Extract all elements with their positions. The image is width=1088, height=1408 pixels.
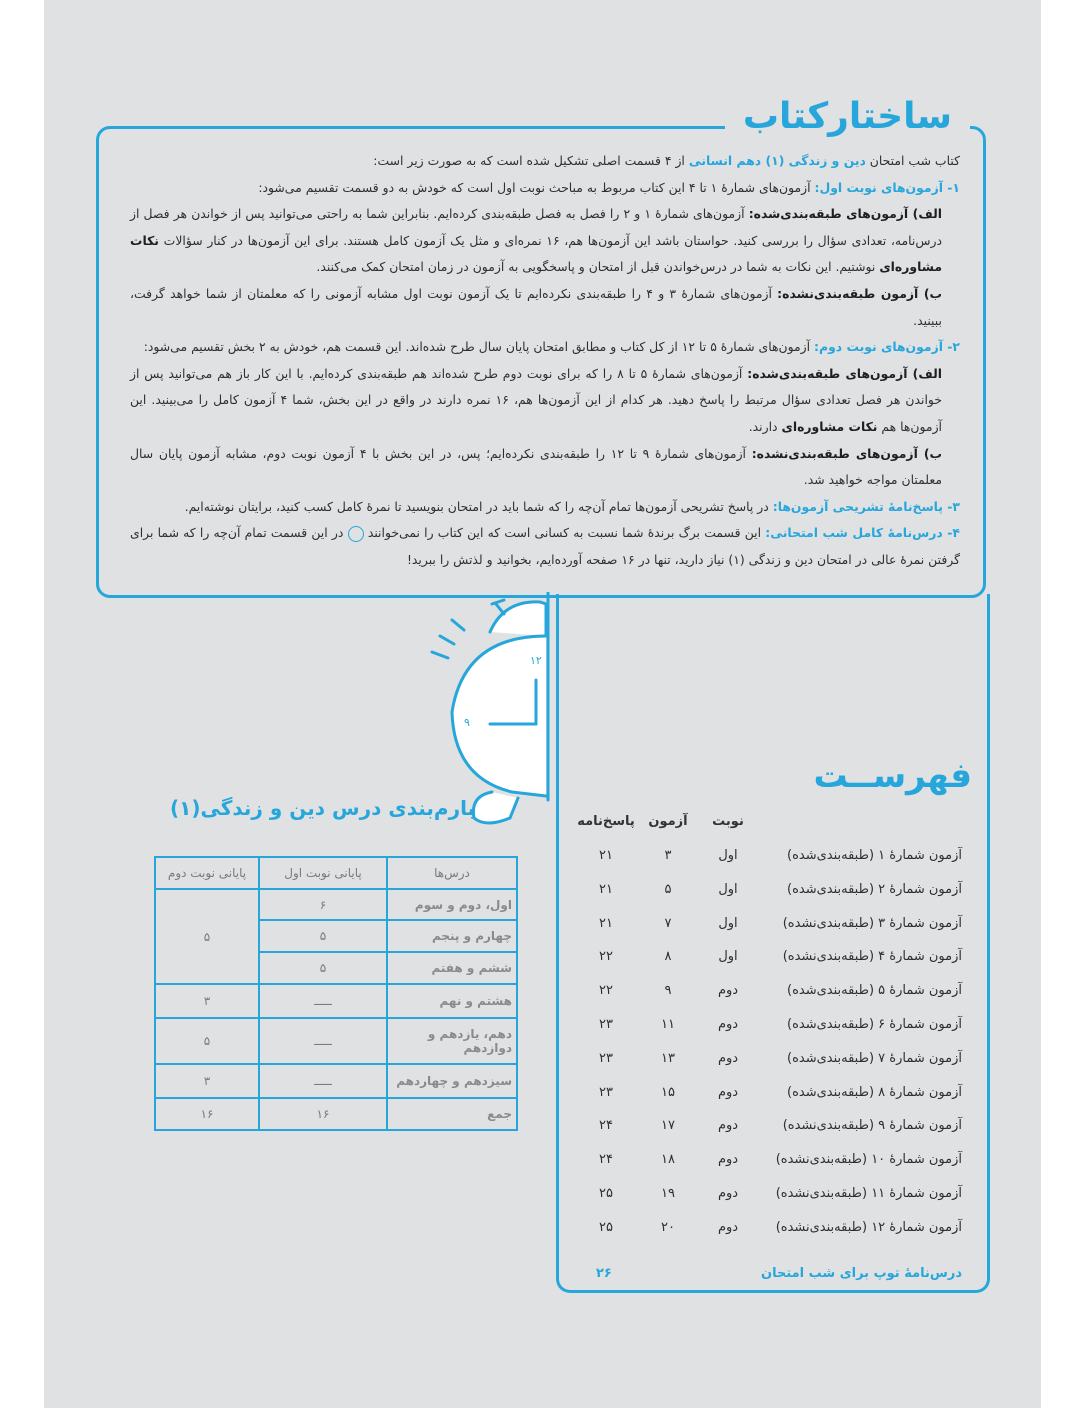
section-3 bbox=[130, 494, 960, 521]
section-4-title: ۴- درس‌نامهٔ کامل شب امتحانی: bbox=[765, 525, 960, 541]
grading-second: ۳ bbox=[155, 1064, 259, 1098]
grading-row bbox=[155, 1018, 517, 1064]
grading-header-second: پایانی نوبت دوم bbox=[155, 857, 259, 889]
section-3-title: ۳- پاسخ‌نامهٔ تشریحی آزمون‌ها: bbox=[772, 498, 960, 514]
intro-paragraph bbox=[130, 148, 960, 175]
grading-row bbox=[155, 984, 517, 1018]
toc-row-azmun: ۳ bbox=[664, 848, 672, 863]
toc-row-title: آزمون شمارهٔ ۱۰ (طبقه‌بندی‌نشده) bbox=[775, 1152, 962, 1168]
section-3-text: در پاسخ تشریحی آزمون‌ها تمام آن‌چه را که شما باید در امتحان بنویسید تا نمرهٔ کامل کسب کنید، برایتان نوشته‌ایم. bbox=[184, 498, 773, 514]
section-2 bbox=[130, 334, 960, 361]
grading-total-second: ۱۶ bbox=[155, 1098, 259, 1130]
toc-row-nobat: دوم bbox=[717, 1186, 739, 1201]
grading-header-first: پایانی نوبت اول bbox=[259, 857, 387, 889]
toc-row-pasokh: ۲۱ bbox=[599, 881, 613, 897]
toc-row-nobat: اول bbox=[718, 915, 738, 931]
toc-row-pasokh: ۲۳ bbox=[599, 1017, 613, 1032]
toc-row-title: آزمون شمارهٔ ۷ (طبقه‌بندی‌شده) bbox=[787, 1050, 962, 1066]
grading-lesson: دهم، یازدهم و دوازدهم bbox=[387, 1018, 517, 1064]
toc-row-nobat: دوم bbox=[717, 1118, 739, 1134]
toc-row-pasokh: ۲۲ bbox=[599, 949, 613, 965]
grading-total-row bbox=[155, 1098, 517, 1130]
section-1a-advice: نکات مشاوره‌ای bbox=[130, 232, 942, 275]
clock-number-12: ۱۲ bbox=[530, 654, 542, 667]
section-1a-text: آزمون‌های شمارهٔ ۱ و ۲ را فصل به فصل طبقه‌بندی کرده‌ایم. بنابراین شما به راحتی می‌توانید پس از خواندن هر فصل از درس‌نامه، تعدادی سؤال را بررسی کنید. حواستان باشد این آزمون‌ها هم، ۱۶ نمره‌ای و مثل یک آزمون کامل هستند. برای این آزمون‌ها در کنار سؤالات bbox=[130, 206, 942, 248]
section-1-text: آزمون‌های شمارهٔ ۱ تا ۴ این کتاب مربوط به مباحث نوبت اول است که خودش به دو قسمت تقسیم می‌شود: bbox=[258, 179, 815, 195]
grading-first: ۵ bbox=[259, 920, 387, 952]
section-4 bbox=[130, 520, 960, 573]
toc-row-nobat: دوم bbox=[717, 1152, 739, 1168]
toc-row-title: آزمون شمارهٔ ۴ (طبقه‌بندی‌نشده) bbox=[782, 949, 962, 965]
grading-second: ۳ bbox=[155, 984, 259, 1018]
toc-row-pasokh: ۲۳ bbox=[599, 1050, 613, 1066]
section-4-text: این قسمت برگ برندهٔ شما نسبت به کسانی است که این کتاب را نمی‌خوانند bbox=[363, 525, 766, 541]
toc-row-azmun: ۲۰ bbox=[661, 1219, 675, 1235]
toc-row-nobat: دوم bbox=[717, 1017, 739, 1032]
toc-row-title: آزمون شمارهٔ ۱ (طبقه‌بندی‌شده) bbox=[787, 848, 962, 863]
toc-row-pasokh: ۲۲ bbox=[599, 983, 613, 999]
grading-lesson: سیزدهم و چهاردهم bbox=[387, 1064, 517, 1098]
toc-row-pasokh: ۲۱ bbox=[599, 848, 613, 863]
grading-second: ۵ bbox=[155, 1018, 259, 1064]
grading-total-label: جمع bbox=[387, 1098, 517, 1130]
grading-lesson: ششم و هفتم bbox=[387, 952, 517, 984]
toc-header-azmun: آزمون bbox=[648, 814, 688, 829]
toc-row-pasokh: ۲۵ bbox=[599, 1219, 613, 1235]
section-2b bbox=[130, 441, 960, 494]
toc-row-azmun: ۱۵ bbox=[661, 1084, 675, 1100]
toc-row-azmun: ۱۳ bbox=[661, 1050, 675, 1066]
toc-row-pasokh: ۲۴ bbox=[599, 1118, 613, 1134]
structure-title: ساختارکتاب bbox=[725, 96, 970, 137]
grading-row bbox=[155, 1064, 517, 1098]
toc-header-nobat: نوبت bbox=[712, 814, 744, 829]
section-2a-title: الف) آزمون‌های طبقه‌بندی‌شده: bbox=[747, 365, 942, 381]
toc-row-azmun: ۵ bbox=[664, 881, 672, 897]
toc-title: فهرســت bbox=[813, 756, 972, 796]
toc-row[interactable] bbox=[0, 1186, 1088, 1210]
section-2a-advice: نکات مشاوره‌ای bbox=[781, 418, 878, 434]
grading-lesson: چهارم و پنجم bbox=[387, 920, 517, 952]
toc-header-row bbox=[0, 814, 1088, 838]
toc-row-nobat: اول bbox=[718, 881, 738, 897]
grading-header-row bbox=[155, 857, 517, 889]
toc-row-nobat: اول bbox=[718, 848, 738, 863]
section-1b-text: آزمون‌های شمارهٔ ۳ و ۴ را طبقه‌بندی نکرده‌ایم تا یک آزمون نوبت اول مشابه آزمونی را که معلمتان از شما خواهد گرفت، ببینید. bbox=[130, 285, 942, 328]
toc-row-nobat: دوم bbox=[717, 1050, 739, 1066]
toc-row-title: آزمون شمارهٔ ۱۱ (طبقه‌بندی‌نشده) bbox=[775, 1186, 962, 1201]
grading-first: ـــــ bbox=[259, 1018, 387, 1064]
toc-row-nobat: دوم bbox=[717, 1219, 739, 1235]
toc-row-title: آزمون شمارهٔ ۱۲ (طبقه‌بندی‌نشده) bbox=[775, 1219, 962, 1235]
grading-first: ـــــ bbox=[259, 1064, 387, 1098]
section-1a-title: الف) آزمون‌های طبقه‌بندی‌شده: bbox=[748, 206, 942, 222]
toc-row-azmun: ۱۱ bbox=[661, 1017, 675, 1032]
toc-row-azmun: ۱۷ bbox=[661, 1118, 675, 1134]
toc-row-title: آزمون شمارهٔ ۶ (طبقه‌بندی‌شده) bbox=[787, 1017, 962, 1032]
section-2b-text: آزمون‌های شمارهٔ ۹ تا ۱۲ را طبقه‌بندی نکرده‌ایم؛ پس، در این بخش با ۴ آزمون نوبت دوم، مشابه آزمون پایان سال معلمتان مواجه خواهید شد. bbox=[130, 445, 942, 488]
toc-row-nobat: دوم bbox=[717, 983, 739, 999]
toc-row[interactable] bbox=[0, 1152, 1088, 1176]
section-1a bbox=[130, 201, 960, 281]
grading-second-merged: ۵ bbox=[155, 889, 259, 984]
grading-table bbox=[154, 856, 518, 1131]
toc-row-azmun: ۷ bbox=[664, 915, 672, 931]
structure-body bbox=[130, 148, 960, 574]
toc-row-title: آزمون شمارهٔ ۹ (طبقه‌بندی‌نشده) bbox=[782, 1118, 962, 1134]
toc-row-pasokh: ۲۱ bbox=[599, 915, 613, 931]
section-2a-text-end: دارند. bbox=[748, 418, 782, 434]
intro-text-end: از ۴ قسمت اصلی تشکیل شده است که به صورت زیر است: bbox=[373, 153, 689, 168]
toc-footer-page: ۲۶ bbox=[596, 1266, 612, 1281]
section-1-title: ۱- آزمون‌های نوبت اول: bbox=[814, 179, 960, 195]
section-1b bbox=[130, 281, 960, 334]
crescent-icon bbox=[348, 526, 364, 542]
toc-row-azmun: ۸ bbox=[664, 949, 672, 965]
toc-row-title: آزمون شمارهٔ ۳ (طبقه‌بندی‌نشده) bbox=[782, 915, 962, 931]
section-1b-title: ب) آزمون طبقه‌بندی‌نشده: bbox=[777, 285, 942, 301]
section-2a-text: آزمون‌های شمارهٔ ۵ تا ۸ را که برای نوبت دوم طرح شده‌اند هم طبقه‌بندی کرده‌ایم. با این کار باز هم می‌توانید پس از خواندن هر فصل تعدادی سؤال مرتبط را پاسخ دهید. هر کدام از این آزمون‌ها هم، ۱۶ نمره دارند در واقع در این بخش، شما ۴ آزمون کامل را می‌بینید. این آزمون‌ها هم bbox=[130, 365, 942, 434]
section-2b-title: ب) آزمون‌های طبقه‌بندی‌نشده: bbox=[751, 445, 942, 461]
intro-text: کتاب شب امتحان bbox=[865, 153, 960, 168]
grading-total-first: ۱۶ bbox=[259, 1098, 387, 1130]
toc-row-nobat: دوم bbox=[717, 1084, 739, 1100]
toc-row-azmun: ۹ bbox=[664, 983, 672, 999]
grading-first: ۵ bbox=[259, 952, 387, 984]
toc-row[interactable] bbox=[0, 1220, 1088, 1244]
toc-row-pasokh: ۲۴ bbox=[599, 1152, 613, 1168]
toc-row-azmun: ۱۹ bbox=[661, 1186, 675, 1201]
toc-footer-label[interactable]: درس‌نامهٔ توپ برای شب امتحان bbox=[760, 1266, 962, 1281]
toc-row-nobat: اول bbox=[718, 949, 738, 965]
grading-lesson: اول، دوم و سوم bbox=[387, 889, 517, 920]
toc-header-pasokh: پاسخ‌نامه bbox=[577, 814, 635, 829]
toc-row-azmun: ۱۸ bbox=[661, 1152, 675, 1168]
grading-first: ۶ bbox=[259, 889, 387, 920]
section-2-text: آزمون‌های شمارهٔ ۵ تا ۱۲ از کل کتاب و مطابق امتحان پایان سال طرح شده‌اند. این قسمت هم، خودش به ۲ بخش تقسیم می‌شود: bbox=[143, 339, 815, 355]
section-2a bbox=[130, 361, 960, 441]
section-2-title: ۲- آزمون‌های نوبت دوم: bbox=[814, 339, 960, 355]
grading-row bbox=[155, 889, 517, 920]
intro-highlight: دین و زندگی (۱) دهم انسانی bbox=[688, 153, 866, 168]
grading-header-lessons: درس‌ها bbox=[387, 857, 517, 889]
grading-first: ـــــ bbox=[259, 984, 387, 1018]
toc-row-title: آزمون شمارهٔ ۵ (طبقه‌بندی‌شده) bbox=[787, 983, 962, 999]
section-1 bbox=[130, 175, 960, 202]
toc-row-title: آزمون شمارهٔ ۸ (طبقه‌بندی‌شده) bbox=[787, 1084, 962, 1100]
grading-lesson: هشتم و نهم bbox=[387, 984, 517, 1018]
section-4-text-end: در این قسمت تمام آن‌چه را که شما برای گرفتن نمرهٔ عالی در امتحان دین و زندگی (۱) نیاز دارید، تنها در ۱۶ صفحه آورده‌ایم، بخوانید و لذتش را ببرید! bbox=[130, 525, 960, 567]
clock-number-9: ۹ bbox=[464, 716, 470, 729]
toc-row-pasokh: ۲۳ bbox=[599, 1084, 613, 1100]
toc-row-title: آزمون شمارهٔ ۲ (طبقه‌بندی‌شده) bbox=[787, 881, 962, 897]
toc-row-pasokh: ۲۵ bbox=[599, 1186, 613, 1201]
grading-title: بارم‌بندی درس دین و زندگی(۱) bbox=[170, 796, 476, 820]
section-1a-text-end: نوشتیم. این نکات به شما در درس‌خواندن قبل از امتحان و پاسخگویی به آزمون در زمان امتحان کمک می‌کنند. bbox=[316, 259, 880, 275]
